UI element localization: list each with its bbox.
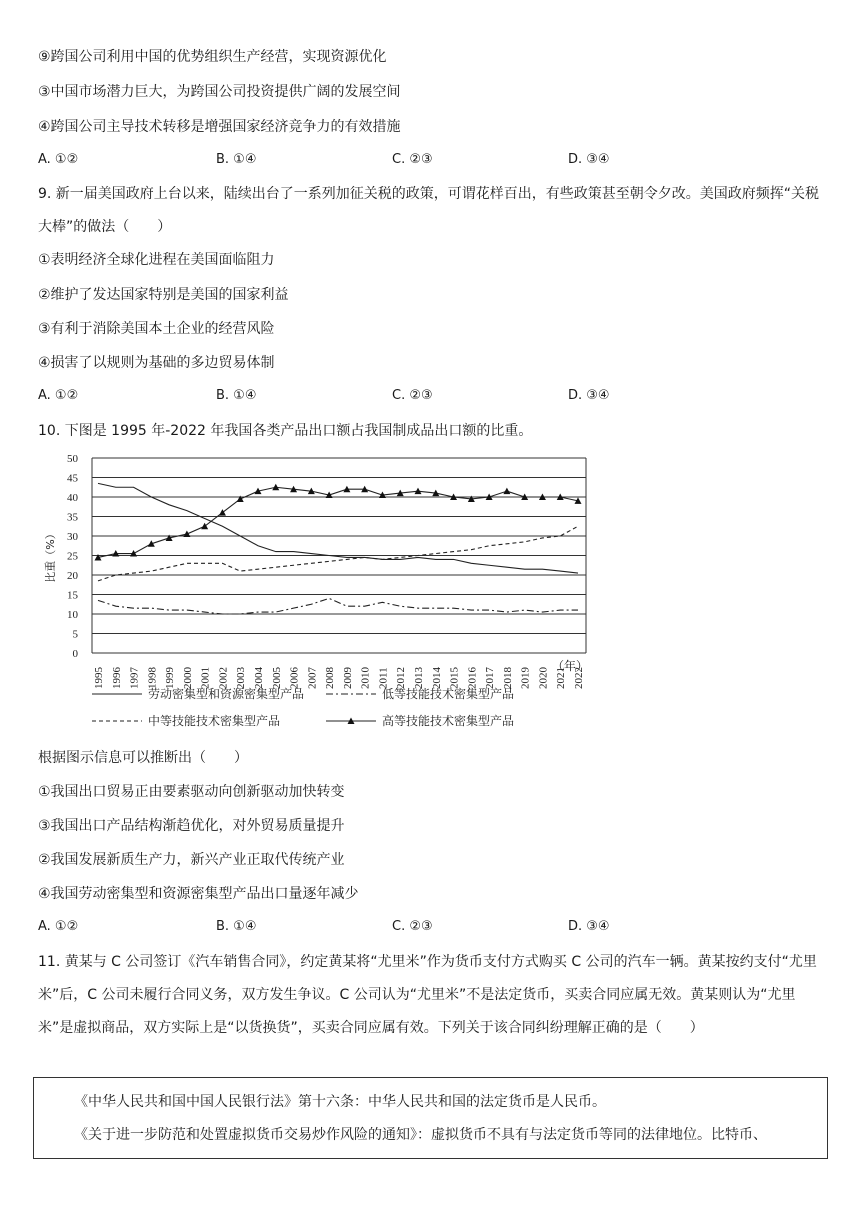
x-tick-label: 2022 [573, 667, 585, 689]
q9-item-1: ①表明经济全球化进程在美国面临阻力 [38, 252, 275, 268]
x-tick-label: 2008 [324, 667, 337, 689]
x-tick-label: 2017 [484, 667, 497, 689]
q10-option-c: C. ②③ [392, 919, 433, 934]
x-tick-label: 1998 [146, 667, 159, 689]
x-tick-label: 2016 [466, 667, 479, 689]
q10-prompt: 根据图示信息可以推断出（ ） [38, 750, 248, 766]
x-tick-label: 2009 [341, 667, 354, 689]
x-tick-label: 2015 [448, 667, 461, 689]
q10-stem: 10. 下图是 1995 年-2022 年我国各类产品出口额占我国制成品出口额的比重。 [38, 423, 533, 439]
x-tick-label: 2012 [395, 667, 408, 689]
q9-item-4: ④损害了以规则为基础的多边贸易体制 [38, 355, 275, 371]
q8-item-1: ⑨跨国公司利用中国的优势组织生产经营，实现资源优化 [38, 49, 387, 65]
q8-item-2: ③中国市场潜力巨大，为跨国公司投资提供广阔的发展空间 [38, 84, 401, 100]
y-axis-label: 比重（%） [44, 528, 57, 583]
x-tick-label: 2006 [288, 667, 301, 689]
x-tick-label: 1996 [110, 667, 123, 689]
y-tick-label: 15 [67, 589, 78, 602]
q10-option-d: D. ③④ [568, 919, 610, 934]
x-tick-label: 2003 [235, 667, 248, 689]
y-tick-label: 5 [72, 628, 78, 641]
q8-option-a: A. ①② [38, 152, 79, 167]
y-tick-label: 20 [67, 570, 78, 582]
y-tick-label: 25 [67, 550, 78, 563]
x-tick-label: 2020 [537, 667, 550, 689]
q9-option-c: C. ②③ [392, 388, 433, 403]
law-reference-box [33, 1077, 828, 1159]
data-point-marker [237, 495, 244, 502]
q8-option-b: B. ①④ [216, 152, 257, 167]
x-tick-label: 2007 [306, 667, 319, 689]
export-share-line-chart [36, 447, 596, 742]
q11-stem: 11. 黄某与 C 公司签订《汽车销售合同》，约定黄某将“尤里米”作为货币支付方式购买 C 公司的汽车一辆。黄某按约支付“尤里米”后，C 公司未履行合同义务，双方发生争议。C 公司认为“尤里米”不是法定货币，买卖合同应属无效。黄某则认为“尤里米”是虚拟商品，双方实际上是“以货换货”，买卖合同应属有效。下列关于该合同纠纷理解正确的是（ ） [38, 954, 817, 1036]
q9-option-d: D. ③④ [568, 388, 610, 403]
legend-label-1: 劳动密集型和资源密集型产品 [148, 687, 305, 701]
y-tick-label: 30 [67, 531, 78, 543]
law-line-2: 《关于进一步防范和处置虚拟货币交易炒作风险的通知》：虚拟货币不具有与法定货币等同的法律地位。比特币、 [74, 1127, 767, 1143]
x-tick-label: 2014 [430, 667, 443, 689]
x-tick-label: 2005 [270, 667, 283, 689]
q10-item-2: ③我国出口产品结构渐趋优化，对外贸易质量提升 [38, 818, 345, 834]
q10-item-4: ④我国劳动密集型和资源密集型产品出口量逐年减少 [38, 886, 359, 902]
q10-item-3: ②我国发展新质生产力，新兴产业正取代传统产业 [38, 852, 345, 868]
x-tick-label: 2021 [555, 667, 568, 689]
x-tick-label: 2013 [413, 667, 425, 689]
q8-item-3: ④跨国公司主导技术转移是增强国家经济竞争力的有效措施 [38, 119, 401, 135]
y-tick-label: 0 [72, 648, 78, 660]
series-line-2 [98, 598, 578, 614]
x-tick-label: 2002 [217, 667, 230, 689]
x-tick-label: 2000 [181, 667, 194, 689]
q8-option-c: C. ②③ [392, 152, 433, 167]
q10-item-1: ①我国出口贸易正由要素驱动向创新驱动加快转变 [38, 784, 345, 800]
data-point-marker [503, 488, 510, 495]
q9-item-2: ②维护了发达国家特别是美国的国家利益 [38, 287, 289, 303]
legend-label-2: 低等技能技术密集型产品 [382, 687, 515, 701]
x-tick-label: 2001 [199, 667, 212, 689]
x-tick-label: 1997 [128, 667, 141, 689]
q9-option-b: B. ①④ [216, 388, 257, 403]
y-tick-label: 10 [67, 609, 78, 621]
y-tick-label: 35 [67, 511, 78, 524]
x-tick-label: 2011 [377, 667, 390, 689]
q8-option-d: D. ③④ [568, 152, 610, 167]
x-tick-label: 2019 [519, 667, 532, 689]
x-tick-label: 2018 [501, 667, 514, 689]
q9-item-3: ③有利于消除美国本土企业的经营风险 [38, 321, 275, 337]
q10-option-a: A. ①② [38, 919, 79, 934]
y-tick-label: 40 [67, 492, 78, 504]
law-line-1: 《中华人民共和国中国人民银行法》第十六条：中华人民共和国的法定货币是人民币。 [74, 1094, 606, 1110]
q9-stem: 9. 新一届美国政府上台以来，陆续出台了一系列加征关税的政策，可谓花样百出，有些政策甚至朝令夕改。美国政府频挥“关税大棒”的做法（ ） [38, 186, 820, 235]
legend-label-3: 中等技能技术密集型产品 [148, 714, 281, 728]
y-tick-label: 50 [67, 453, 78, 465]
x-tick-label: 2010 [359, 667, 372, 689]
x-axis-unit: （年） [551, 659, 588, 673]
x-tick-label: 1995 [93, 667, 105, 689]
y-tick-label: 45 [67, 472, 78, 485]
series-line-3 [98, 526, 578, 581]
q9-option-a: A. ①② [38, 388, 79, 403]
x-tick-label: 1999 [164, 667, 177, 689]
series-line-4 [98, 487, 578, 557]
data-point-marker [183, 531, 190, 538]
q10-option-b: B. ①④ [216, 919, 257, 934]
legend-label-4: 高等技能技术密集型产品 [382, 714, 515, 728]
x-tick-label: 2004 [253, 667, 265, 689]
